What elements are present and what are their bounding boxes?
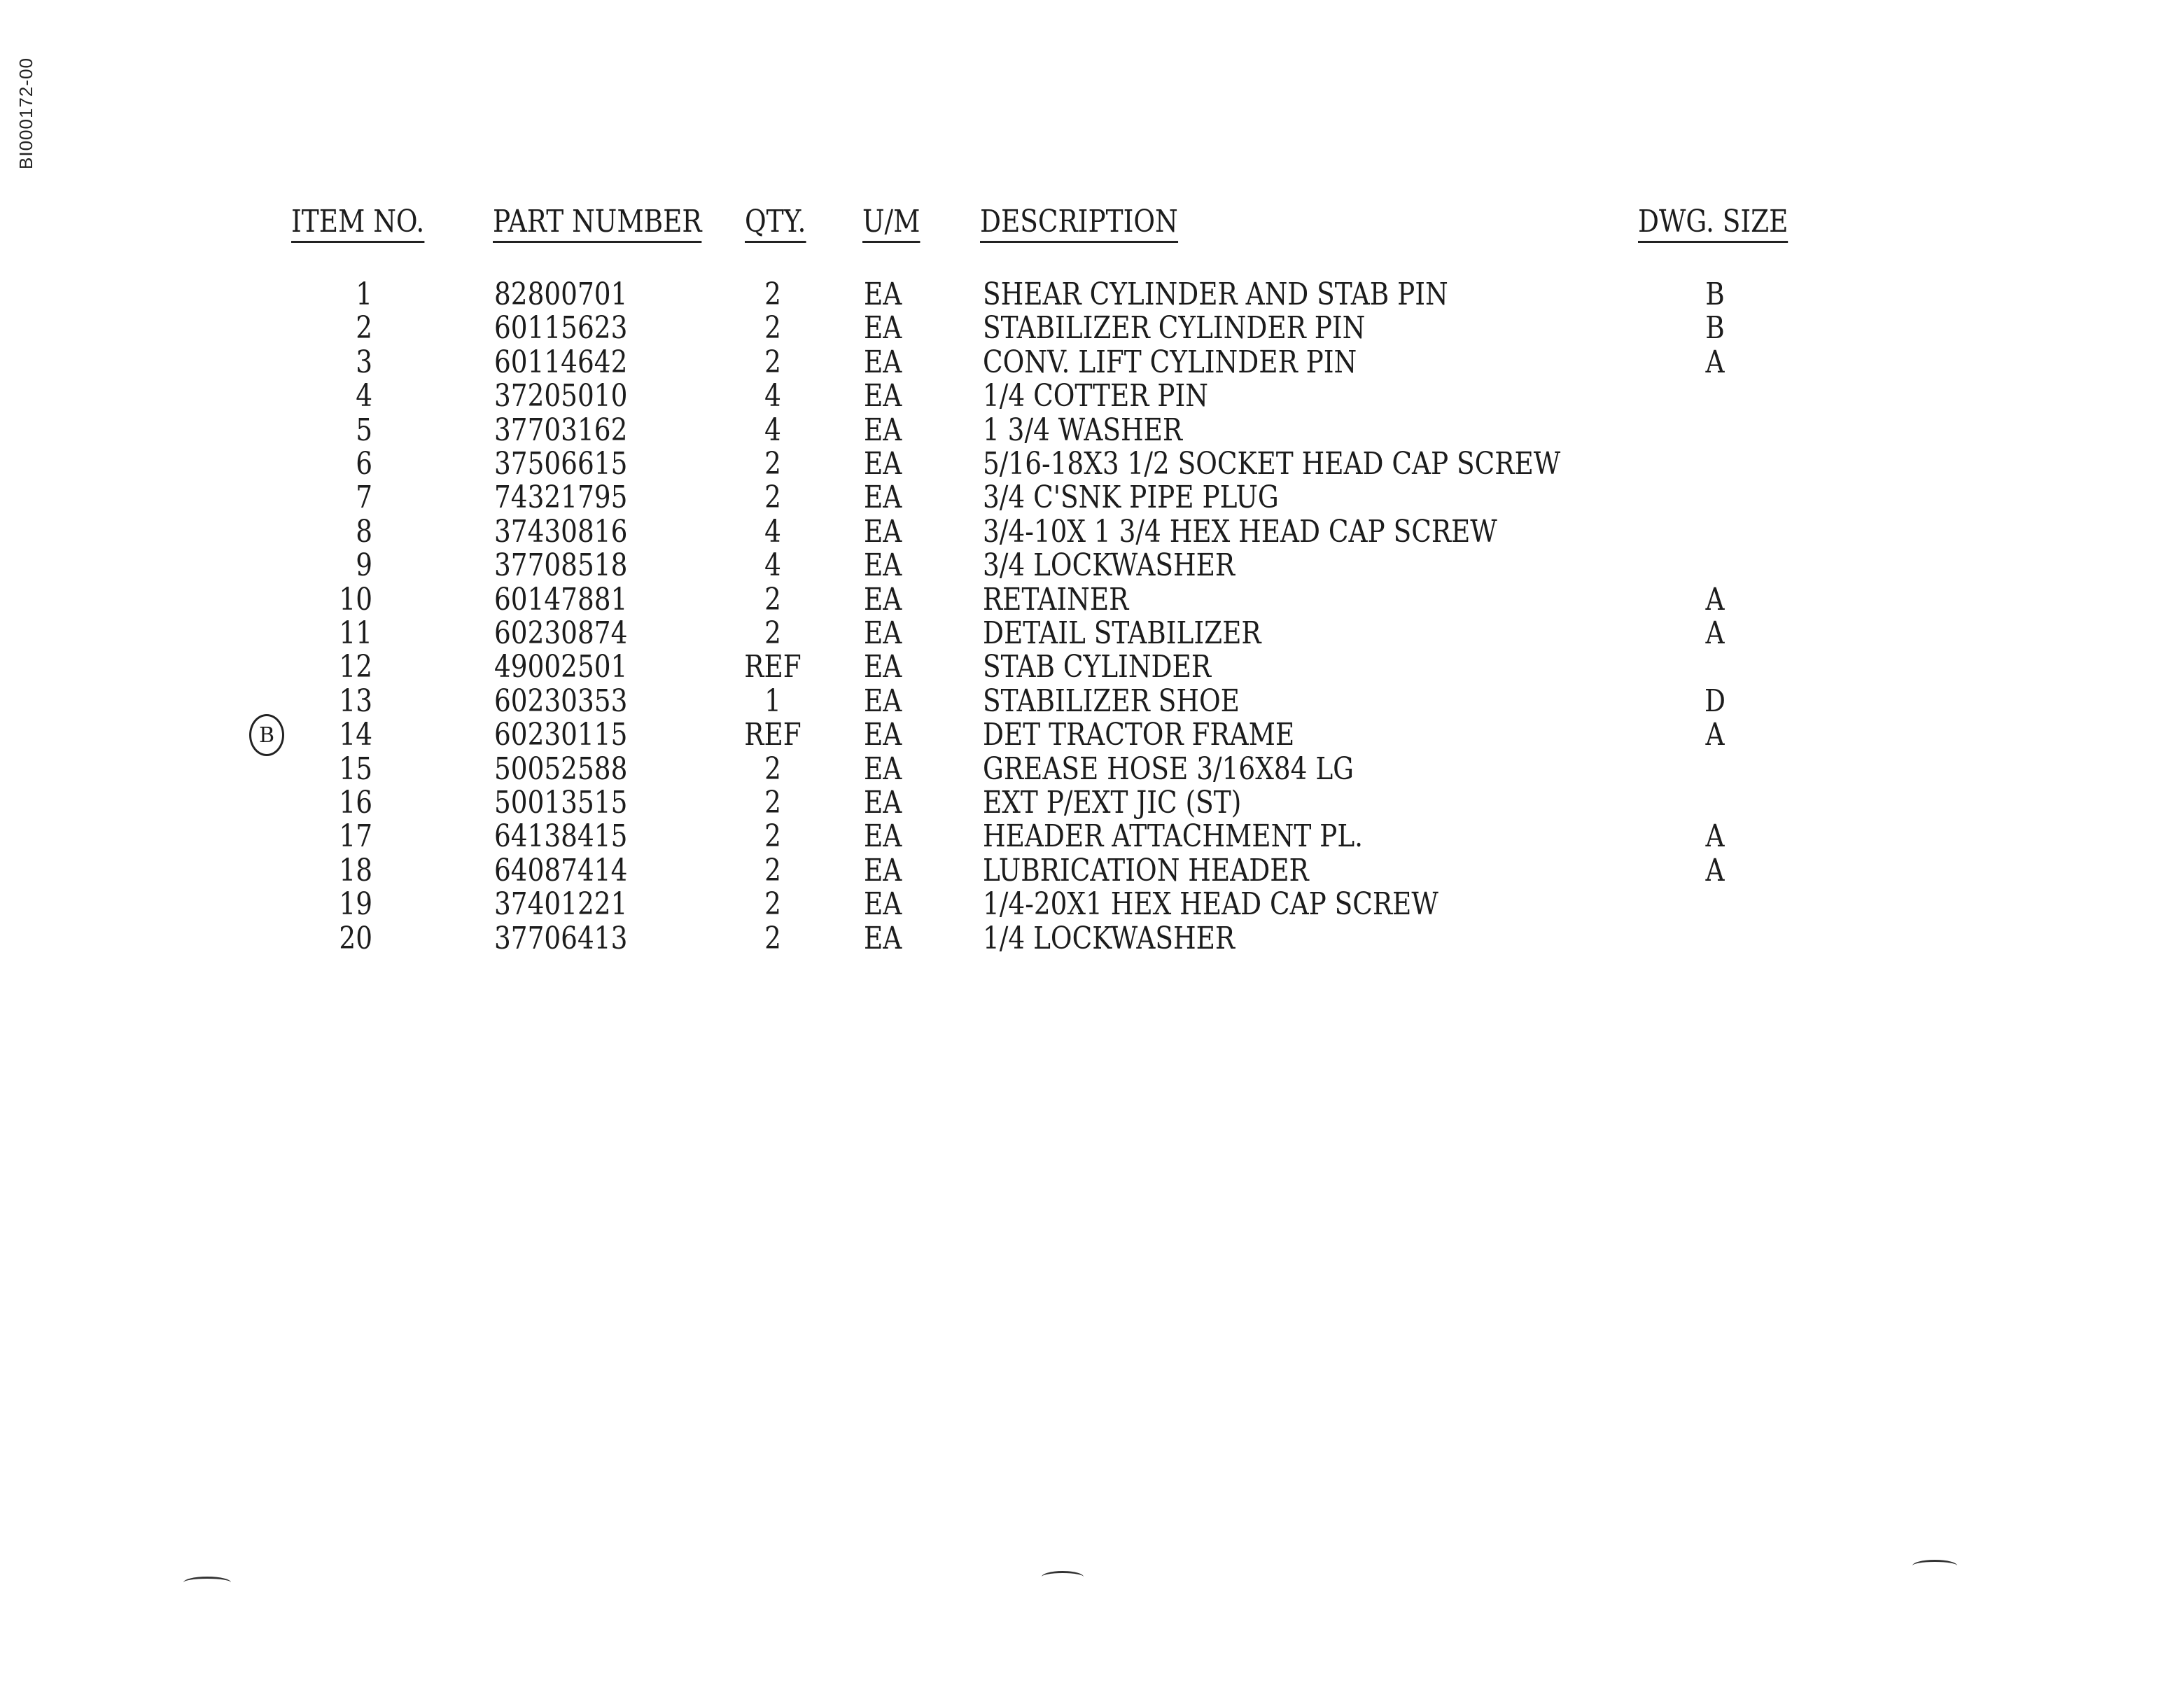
part-number-cell: 37506615 [494, 446, 628, 482]
item-no-cell: 16 [339, 785, 372, 820]
qty-cell: 2 [764, 853, 781, 888]
description-cell: 3/4 C'SNK PIPE PLUG [983, 480, 1279, 515]
punch-hole-mark [1912, 1560, 1957, 1572]
revision-marker-badge: B [249, 714, 284, 756]
um-cell: EA [864, 853, 902, 888]
qty-cell: 2 [764, 480, 781, 515]
um-cell: EA [864, 277, 902, 312]
qty-cell: 2 [764, 615, 781, 651]
part-number-cell: 60230874 [494, 615, 628, 651]
um-cell: EA [864, 446, 902, 482]
dwg-size-cell: B [1705, 277, 1725, 312]
description-cell: DETAIL STABILIZER [983, 615, 1261, 651]
description-cell: CONV. LIFT CYLINDER PIN [983, 344, 1357, 380]
part-number-cell: 49002501 [494, 649, 628, 685]
description-cell: HEADER ATTACHMENT PL. [983, 818, 1364, 854]
item-no-cell: 5 [356, 412, 372, 448]
part-number-cell: 60230353 [494, 683, 628, 719]
header-um: U/M [862, 204, 920, 243]
part-number-cell: 37430816 [494, 514, 628, 550]
qty-cell: 2 [764, 751, 781, 787]
item-no-cell: 6 [356, 446, 372, 482]
part-number-cell: 60147881 [494, 582, 628, 617]
dwg-size-cell: A [1705, 853, 1725, 888]
dwg-size-cell: D [1704, 683, 1726, 719]
qty-cell: REF [744, 649, 802, 685]
part-number-cell: 37706413 [494, 921, 628, 956]
header-item-no: ITEM NO. [291, 204, 424, 243]
description-cell: 1/4 COTTER PIN [983, 378, 1208, 414]
qty-cell: 4 [764, 412, 781, 448]
part-number-cell: 37708518 [494, 547, 628, 583]
qty-cell: 2 [764, 818, 781, 854]
qty-cell: 2 [764, 582, 781, 617]
item-no-cell: 9 [356, 547, 372, 583]
um-cell: EA [864, 717, 902, 753]
qty-cell: 4 [764, 378, 781, 414]
description-cell: 3/4-10X 1 3/4 HEX HEAD CAP SCREW [983, 514, 1497, 550]
um-cell: EA [864, 818, 902, 854]
qty-cell: 2 [764, 785, 781, 820]
document-id: BI000172-00 [15, 57, 36, 169]
qty-cell: 2 [764, 310, 781, 346]
qty-cell: 1 [764, 683, 781, 719]
um-cell: EA [864, 683, 902, 719]
item-no-cell: 14 [339, 717, 372, 753]
item-no-cell: 10 [339, 582, 372, 617]
description-cell: EXT P/EXT JIC (ST) [983, 785, 1242, 820]
um-cell: EA [864, 547, 902, 583]
um-cell: EA [864, 412, 902, 448]
qty-cell: 4 [764, 514, 781, 550]
description-cell: RETAINER [983, 582, 1129, 617]
description-cell: STABILIZER CYLINDER PIN [983, 310, 1366, 346]
um-cell: EA [864, 582, 902, 617]
item-no-cell: 19 [339, 886, 372, 922]
item-no-cell: 4 [356, 378, 372, 414]
um-cell: EA [864, 921, 902, 956]
dwg-size-cell: A [1705, 582, 1725, 617]
part-number-cell: 37401221 [494, 886, 628, 922]
um-cell: EA [864, 480, 902, 515]
item-no-cell: 7 [356, 480, 372, 515]
part-number-cell: 82800701 [494, 277, 628, 312]
punch-hole-mark [1042, 1571, 1084, 1583]
part-number-cell: 37205010 [494, 378, 628, 414]
item-no-cell: 8 [356, 514, 372, 550]
um-cell: EA [864, 514, 902, 550]
um-cell: EA [864, 310, 902, 346]
um-cell: EA [864, 785, 902, 820]
description-cell: STABILIZER SHOE [983, 683, 1240, 719]
um-cell: EA [864, 649, 902, 685]
part-number-cell: 50013515 [494, 785, 628, 820]
description-cell: GREASE HOSE 3/16X84 LG [983, 751, 1354, 787]
part-number-cell: 74321795 [494, 480, 628, 515]
description-cell: DET TRACTOR FRAME [983, 717, 1295, 753]
item-no-cell: 18 [339, 853, 372, 888]
item-no-cell: 20 [339, 921, 372, 956]
um-cell: EA [864, 751, 902, 787]
description-cell: 1/4-20X1 HEX HEAD CAP SCREW [983, 886, 1438, 922]
item-no-cell: 11 [339, 615, 372, 651]
um-cell: EA [864, 886, 902, 922]
item-no-cell: 1 [356, 277, 372, 312]
description-cell: LUBRICATION HEADER [983, 853, 1309, 888]
part-number-cell: 60114642 [494, 344, 628, 380]
description-cell: 1 3/4 WASHER [983, 412, 1183, 448]
header-qty: QTY. [745, 204, 806, 243]
qty-cell: 2 [764, 344, 781, 380]
punch-hole-mark [183, 1577, 231, 1588]
um-cell: EA [864, 344, 902, 380]
item-no-cell: 17 [339, 818, 372, 854]
qty-cell: 2 [764, 886, 781, 922]
qty-cell: 2 [764, 921, 781, 956]
qty-cell: 4 [764, 547, 781, 583]
part-number-cell: 64138415 [494, 818, 628, 854]
description-cell: SHEAR CYLINDER AND STAB PIN [983, 277, 1448, 312]
dwg-size-cell: A [1705, 344, 1725, 380]
header-part-number: PART NUMBER [493, 204, 702, 243]
header-description: DESCRIPTION [980, 204, 1178, 243]
dwg-size-cell: A [1705, 615, 1725, 651]
header-dwg-size: DWG. SIZE [1638, 204, 1788, 243]
item-no-cell: 12 [339, 649, 372, 685]
qty-cell: 2 [764, 277, 781, 312]
part-number-cell: 37703162 [494, 412, 628, 448]
description-cell: 5/16-18X3 1/2 SOCKET HEAD CAP SCREW [983, 446, 1561, 482]
item-no-cell: 15 [339, 751, 372, 787]
dwg-size-cell: B [1705, 310, 1725, 346]
part-number-cell: 60230115 [494, 717, 628, 753]
dwg-size-cell: A [1705, 818, 1725, 854]
description-cell: 3/4 LOCKWASHER [983, 547, 1236, 583]
part-number-cell: 64087414 [494, 853, 628, 888]
description-cell: STAB CYLINDER [983, 649, 1212, 685]
description-cell: 1/4 LOCKWASHER [983, 921, 1236, 956]
um-cell: EA [864, 378, 902, 414]
qty-cell: REF [744, 717, 802, 753]
item-no-cell: 3 [356, 344, 372, 380]
um-cell: EA [864, 615, 902, 651]
qty-cell: 2 [764, 446, 781, 482]
dwg-size-cell: A [1705, 717, 1725, 753]
item-no-cell: 13 [339, 683, 372, 719]
item-no-cell: 2 [356, 310, 372, 346]
part-number-cell: 60115623 [494, 310, 628, 346]
part-number-cell: 50052588 [494, 751, 628, 787]
